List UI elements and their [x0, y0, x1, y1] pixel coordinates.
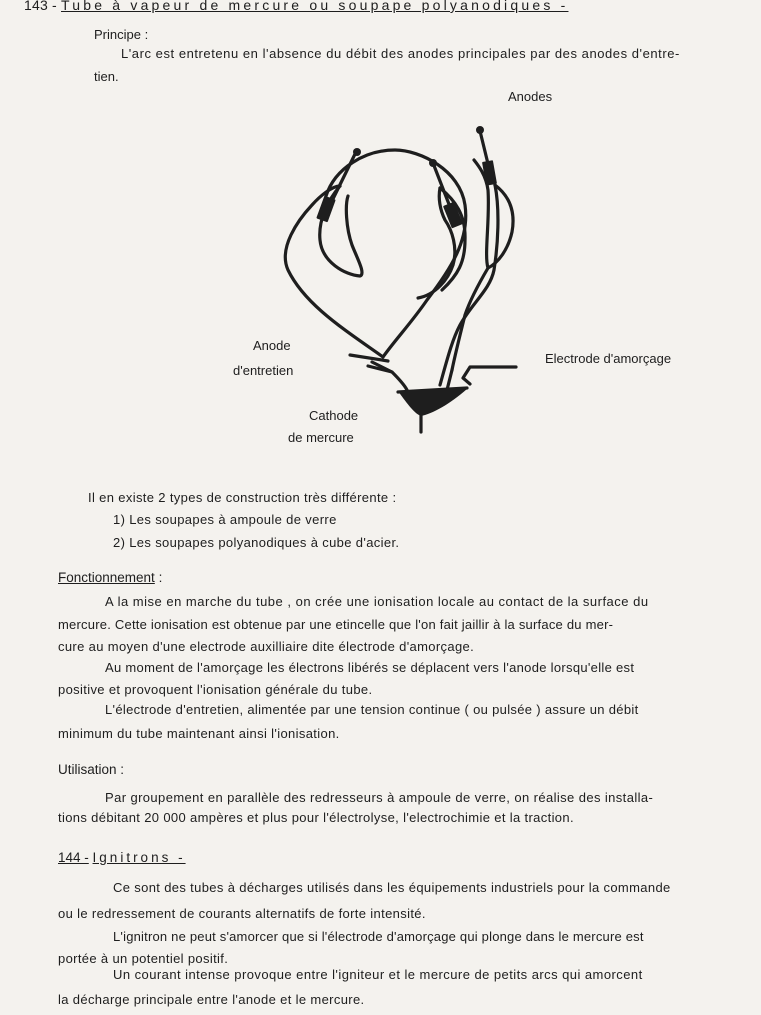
label-cathode-2: de mercure [288, 430, 354, 445]
principe-line-1: L'arc est entretenu en l'absence du débit des anodes principales par des anodes d'entre- [121, 46, 680, 61]
fonctionnement-p1-line-3: cure au moyen d'une electrode auxilliaire dite électrode d'amorçage. [58, 639, 475, 654]
label-electrode-amorcage: Electrode d'amorçage [545, 351, 672, 366]
fonctionnement-colon: : [154, 570, 163, 585]
principe-line-2: tien. [94, 69, 119, 84]
utilisation-heading: Utilisation : [58, 762, 125, 777]
types-intro: Il en existe 2 types de construction très différente : [88, 490, 397, 505]
ignition-lead [463, 367, 516, 384]
fonctionnement-p1-line-1: A la mise en marche du tube , on crée une ionisation locale au contact de la surface du [105, 594, 649, 609]
tube-main-bulb [326, 150, 466, 357]
right-anode-tip [476, 126, 484, 134]
fonctionnement-p3-line-1: L'électrode d'entretien, alimentée par une tension continue ( ou pulsée ) assure un débit [105, 702, 639, 717]
section-144-title: Ignitrons - [92, 850, 186, 865]
tube-lower-right [447, 370, 452, 390]
mercury-cathode [398, 389, 467, 416]
fonctionnement-heading [58, 570, 162, 586]
fonctionnement-p3-line-2: minimum du tube maintenant ainsi l'ionisation. [58, 726, 340, 741]
section-144-heading [58, 850, 186, 866]
tube-lower-left [372, 362, 407, 390]
principe-heading: Principe : [94, 27, 149, 42]
tube-right-neck [452, 268, 488, 370]
types-item-2: 2) Les soupapes polyanodiques à cube d'acier. [113, 535, 400, 550]
right-anode-head [482, 160, 497, 186]
ignitrons-p3-line-1: Un courant intense provoque entre l'igniteur et le mercure de petits arcs qui amorcent [113, 967, 643, 982]
label-anodes: Anodes [508, 89, 553, 104]
section-144-number: 144 - [58, 850, 89, 865]
utilisation-line-1: Par groupement en parallèle des redresseurs à ampoule de verre, on réalise des installa- [105, 790, 654, 805]
label-anode-entretien-2: d'entretien [233, 363, 294, 378]
left-anode-tip [353, 148, 361, 156]
tube-left-arm [285, 186, 383, 357]
fonctionnement-p2-line-2: positive et provoquent l'ionisation générale du tube. [58, 682, 373, 697]
section-143-number: 143 - [24, 0, 57, 13]
fonctionnement-p2-line-1: Au moment de l'amorçage les électrons libérés se déplacent vers l'anode lorsqu'elle est [105, 660, 635, 675]
ignitrons-p1-line-1: Ce sont des tubes à décharges utilisés dans les équipements industriels pour la commande [113, 880, 671, 895]
ignitrons-p3-line-2: la décharge principale entre l'anode et le mercure. [58, 992, 365, 1007]
section-143-title: Tube à vapeur de mercure ou soupape polyanodiques - [61, 0, 569, 13]
utilisation-line-2: tions débitant 20 000 ampères et plus pour l'électrolyse, l'electrochimie et la traction. [58, 810, 574, 825]
ignitrons-p2-line-2: portée à un potentiel positif. [58, 951, 229, 966]
fonctionnement-p1-line-2: mercure. Cette ionisation est obtenue par une etincelle que l'on fait jaillir à la surface du mer- [58, 617, 614, 632]
center-anode-tip [429, 159, 437, 167]
label-anode-entretien-1: Anode [253, 338, 291, 353]
label-cathode-1: Cathode [309, 408, 359, 423]
ignitrons-p1-line-2: ou le redressement de courants alternatifs de forte intensité. [58, 906, 426, 921]
types-item-1: 1) Les soupapes à ampoule de verre [113, 512, 337, 527]
fonctionnement-title: Fonctionnement [58, 570, 155, 585]
ignitrons-p2-line-1: L'ignitron ne peut s'amorcer que si l'électrode d'amorçage qui plonge dans le mercure est [113, 929, 644, 944]
